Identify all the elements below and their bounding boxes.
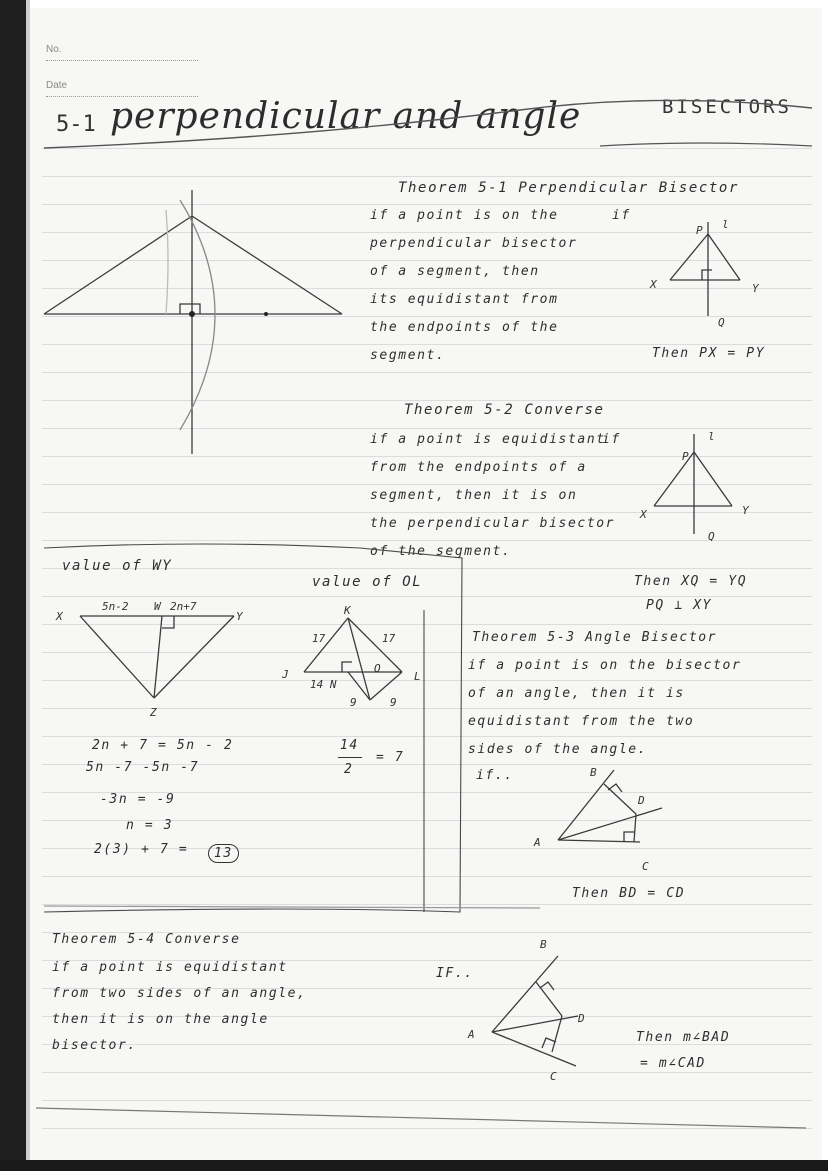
- page-title: perpendicular and angle: [110, 96, 582, 137]
- theorem-5-2-if: if: [602, 432, 621, 447]
- t52-label-l: l: [708, 430, 715, 443]
- ol-label-l: L: [414, 670, 421, 683]
- wy-work-4: n = 3: [126, 818, 174, 833]
- theorem-5-3-line-2: of an angle, then it is: [468, 686, 685, 701]
- ol-label-9b: 9: [390, 696, 397, 709]
- t51-label-x: X: [650, 278, 657, 291]
- theorem-5-3-line-1: if a point is on the bisector: [468, 658, 742, 673]
- wy-label-y: Y: [236, 610, 243, 623]
- theorem-5-4-line-4: bisector.: [52, 1038, 137, 1053]
- t51-label-q: Q: [718, 316, 725, 329]
- t53-label-b: B: [590, 766, 597, 779]
- wy-label-w: W: [154, 600, 161, 613]
- theorem-5-3-then: Then BD = CD: [572, 886, 686, 901]
- theorem-5-1-heading: Theorem 5-1 Perpendicular Bisector: [398, 180, 739, 196]
- theorem-5-1-then: Then PX = PY: [652, 346, 766, 361]
- theorem-5-1-line-2: perpendicular bisector: [370, 236, 578, 251]
- wy-work-1: 2n + 7 = 5n - 2: [92, 738, 234, 753]
- t51-label-l: l: [722, 218, 729, 231]
- wy-answer-circled: 13: [208, 844, 239, 863]
- theorem-5-3-line-3: equidistant from the two: [468, 714, 695, 729]
- theorem-5-2-heading: Theorem 5-2 Converse: [404, 402, 605, 418]
- ol-label-o: O: [374, 662, 381, 675]
- wy-work-3: -3n = -9: [100, 792, 176, 807]
- theorem-5-3-heading: Theorem 5-3 Angle Bisector: [472, 630, 718, 645]
- theorem-5-4-heading: Theorem 5-4 Converse: [52, 932, 241, 947]
- t54-label-c: C: [550, 1070, 557, 1083]
- theorem-5-2-line-5: of the segment.: [370, 544, 512, 559]
- theorem-5-1-line-3: of a segment, then: [370, 264, 540, 279]
- wy-work-5: 2(3) + 7 =: [94, 842, 189, 857]
- theorem-5-2-line-3: segment, then it is on: [370, 488, 578, 503]
- theorem-5-4-then-2: = m∠CAD: [640, 1056, 706, 1071]
- ol-label-k: K: [344, 604, 351, 617]
- theorem-5-1-line-4: its equidistant from: [370, 292, 559, 307]
- ol-work-denominator: 2: [344, 762, 354, 777]
- theorem-5-1-if: if: [612, 208, 631, 223]
- example-ol-heading: value of OL: [312, 574, 423, 590]
- no-label: No.: [46, 44, 62, 55]
- ol-label-14n: 14 N: [310, 678, 337, 691]
- t53-label-d: D: [638, 794, 645, 807]
- example-wy-heading: value of WY: [62, 558, 173, 574]
- t52-label-y: Y: [742, 504, 749, 517]
- ol-work-numerator: 14: [340, 738, 359, 753]
- theorem-5-4-line-1: if a point is equidistant: [52, 960, 288, 975]
- t52-label-p: P: [682, 450, 689, 463]
- theorem-5-2-then-2: PQ ⊥ XY: [646, 598, 712, 613]
- ol-label-j: J: [282, 668, 289, 681]
- page-title-caps: BISECTORS: [662, 96, 792, 118]
- wy-label-left-expr: 5n-2: [102, 600, 129, 613]
- ol-work-result: = 7: [376, 750, 405, 765]
- theorem-5-3-line-4: sides of the angle.: [468, 742, 648, 757]
- theorem-5-4-line-2: from two sides of an angle,: [52, 986, 307, 1001]
- ol-label-left-17: 17: [312, 632, 326, 645]
- t54-label-d: D: [578, 1012, 585, 1025]
- wy-label-z: Z: [150, 706, 157, 719]
- t53-label-a: A: [534, 836, 541, 849]
- t54-label-b: B: [540, 938, 547, 951]
- theorem-5-2-then-1: Then XQ = YQ: [634, 574, 748, 589]
- ol-label-9a: 9: [350, 696, 357, 709]
- t52-label-q: Q: [708, 530, 715, 543]
- wy-work-2: 5n -7 -5n -7: [86, 760, 200, 775]
- t54-label-a: A: [468, 1028, 475, 1041]
- page-bottom-edge: [0, 1160, 828, 1171]
- title-number: 5-1: [56, 112, 96, 137]
- t51-label-y: Y: [752, 282, 759, 295]
- date-label: Date: [46, 80, 68, 91]
- theorem-5-4-then-1: Then m∠BAD: [636, 1030, 731, 1045]
- wy-label-right-expr: 2n+7: [170, 600, 197, 613]
- theorem-5-2-line-2: from the endpoints of a: [370, 460, 587, 475]
- theorem-5-2-line-1: if a point is equidistant: [370, 432, 606, 447]
- wy-label-x: X: [56, 610, 63, 623]
- theorem-5-1-line-5: the endpoints of the: [370, 320, 559, 335]
- theorem-5-1-line-6: segment.: [370, 348, 446, 363]
- theorem-5-2-line-4: the perpendicular bisector: [370, 516, 616, 531]
- theorem-5-1-line-1: if a point is on the: [370, 208, 559, 223]
- theorem-5-4-line-3: then it is on the angle: [52, 1012, 269, 1027]
- ol-label-right-17: 17: [382, 632, 396, 645]
- t51-label-p: P: [696, 224, 703, 237]
- theorem-5-3-if: if..: [476, 768, 514, 783]
- theorem-5-4-if: IF..: [436, 966, 474, 981]
- t53-label-c: C: [642, 860, 649, 873]
- t52-label-x: X: [640, 508, 647, 521]
